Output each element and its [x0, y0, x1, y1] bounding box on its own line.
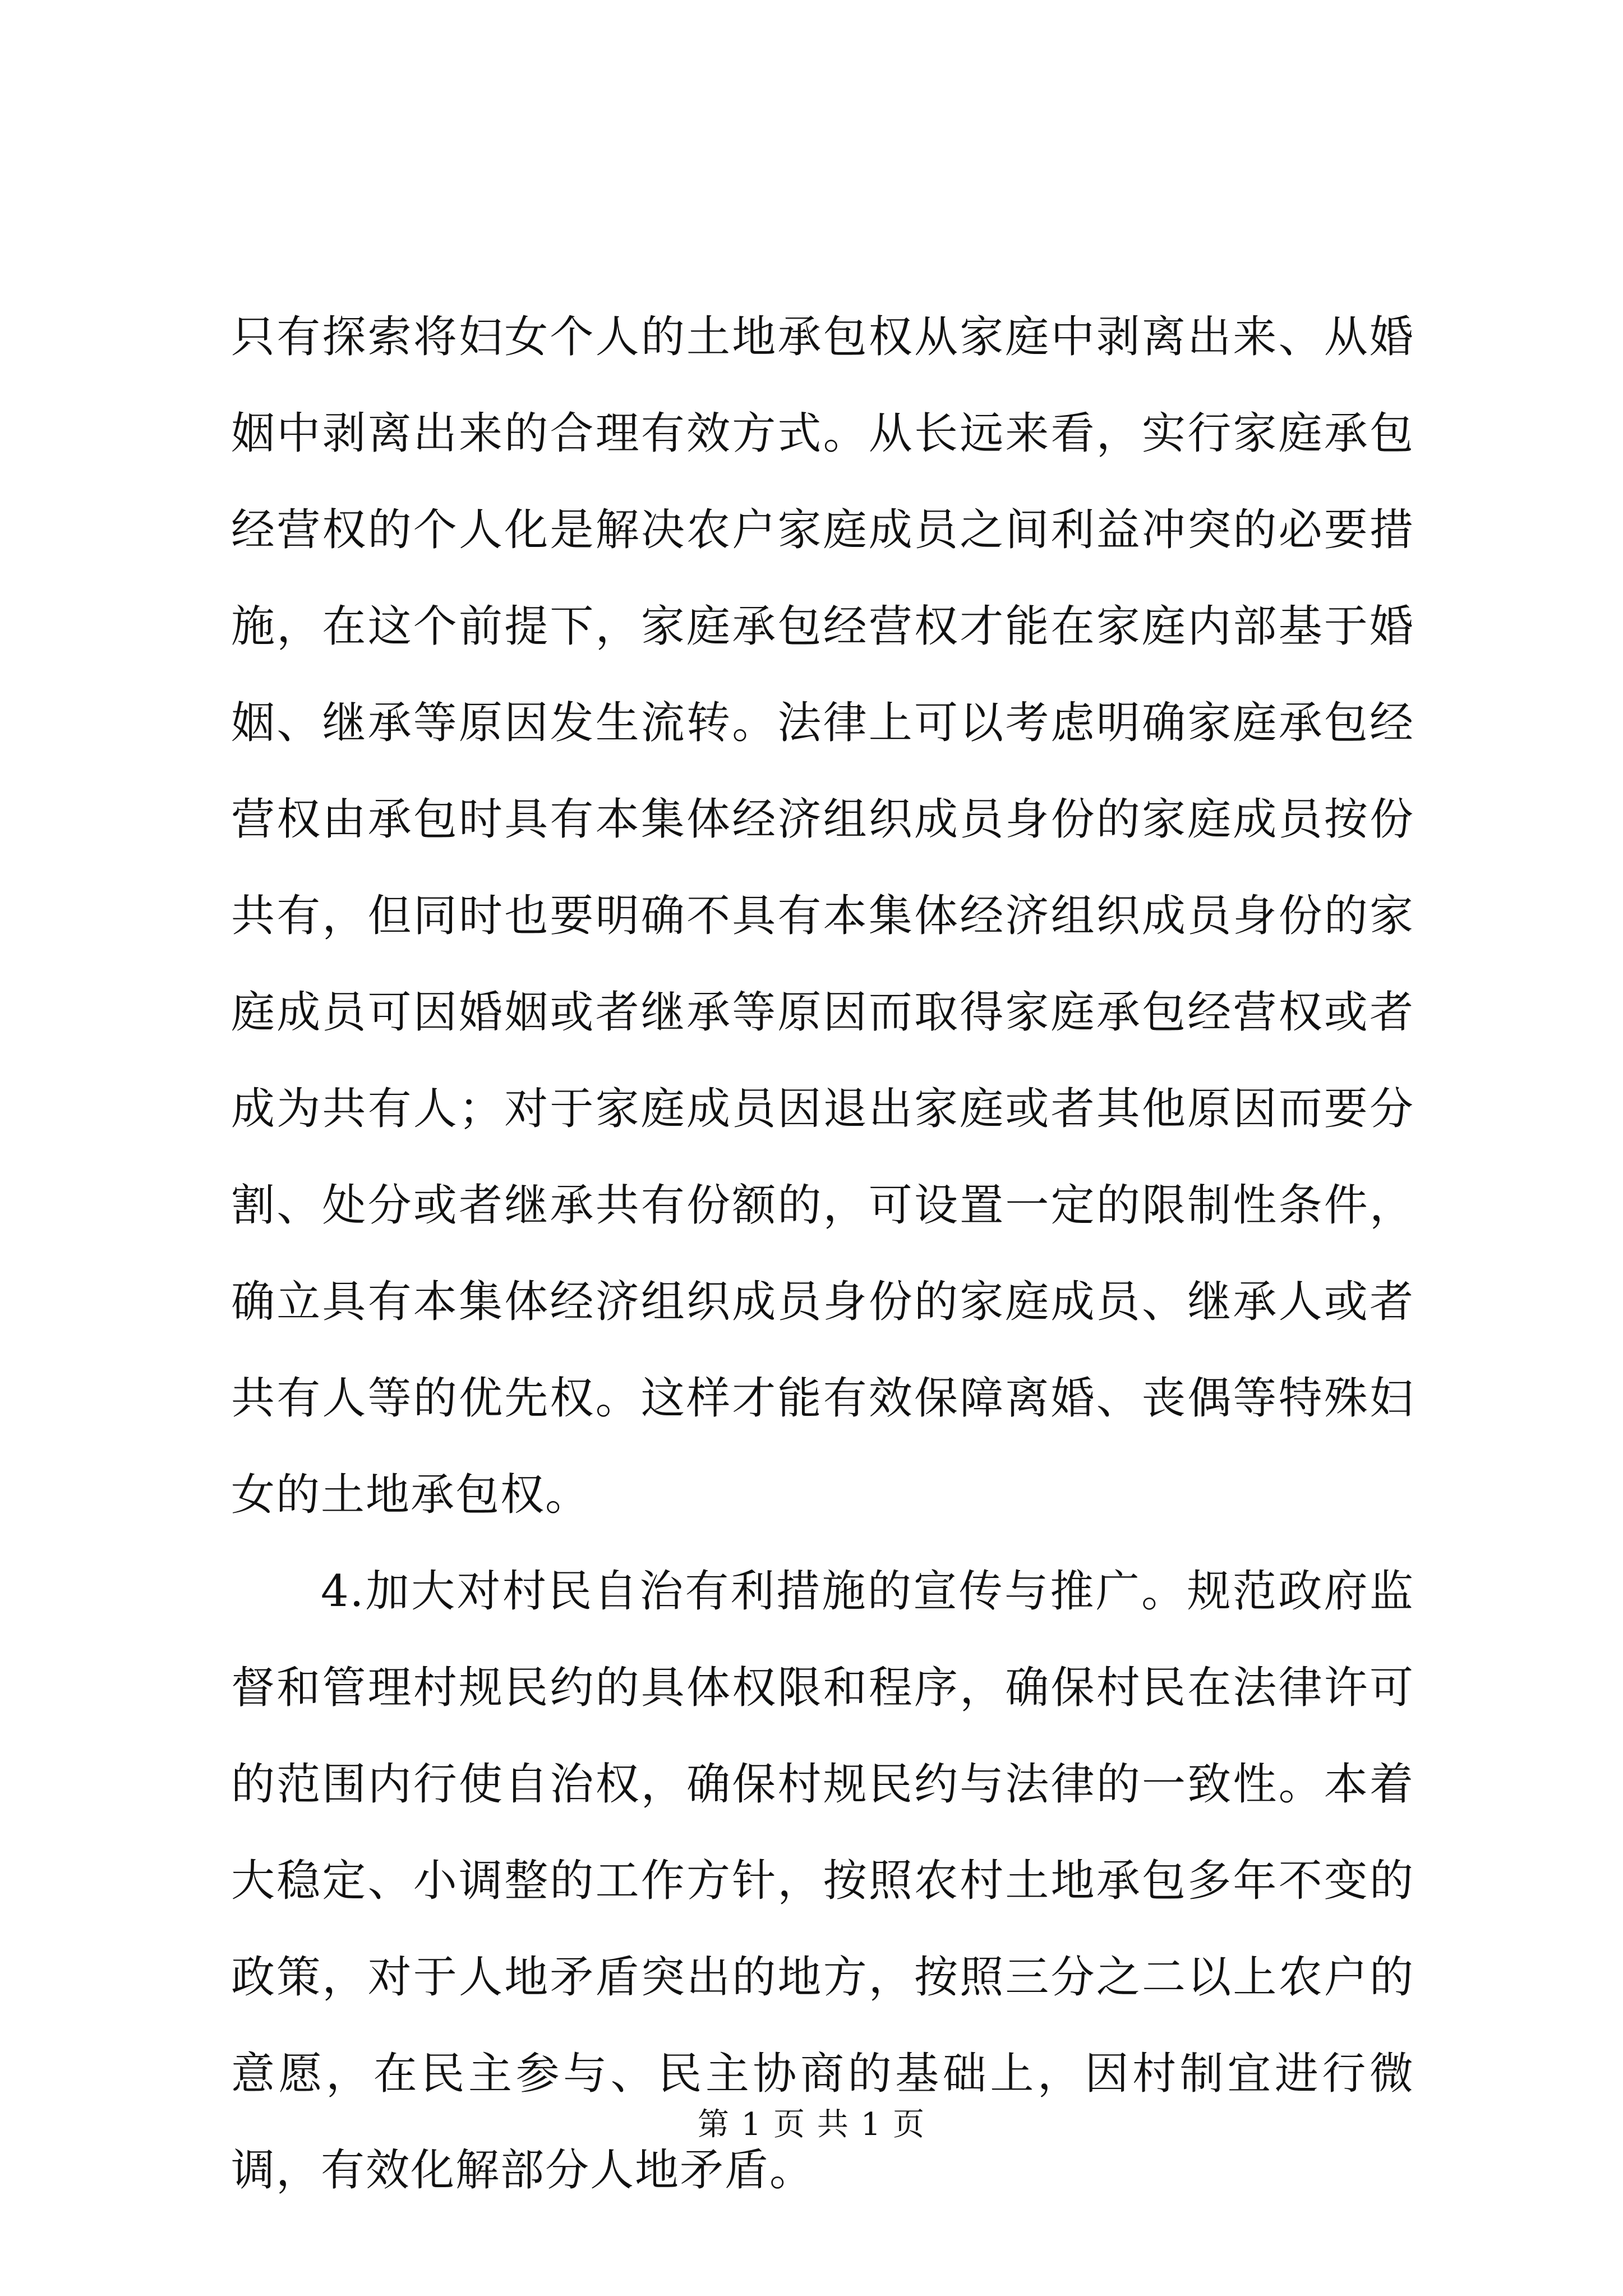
- paragraph-item-4: 4.加大对村民自治有利措施的宣传与推广。规范政府监督和管理村规民约的具体权限和程序，确保村民在法律许可的范围内行使自治权，确保村规民约与法律的一致性。本着大稳定、小调整的工作方针，按照农村土地承包多年不变的政策，对于人地矛盾突出的地方，按照三分之二以上农户的意愿，在民主参与、民主协商的基础上，因村制宜进行微调，有效化解部分人地矛盾。: [231, 1566, 1414, 2196]
- paragraph-continuation: 只有探索将妇女个人的土地承包权从家庭中剥离出来、从婚姻中剥离出来的合理有效方式。从长远来看，实行家庭承包经营权的个人化是解决农户家庭成员之间利益冲突的必要措施，在这个前提下，家庭承包经营权才能在家庭内部基于婚姻、继承等原因发生流转。法律上可以考虑明确家庭承包经营权由承包时具有本集体经济组织成员身份的家庭成员按份共有，但同时也要明确不具有本集体经济组织成员身份的家庭成员可因婚姻或者继承等原因而取得家庭承包经营权或者成为共有人；对于家庭成员因退出家庭或者其他原因而要分割、处分或者继承共有份额的，可设置一定的限制性条件，确立具有本集体经济组织成员身份的家庭成员、继承人或者共有人等的优先权。这样才能有效保障离婚、丧偶等特殊妇女的土地承包权。: [231, 312, 1414, 1520]
- page-number-footer: 第 1 页 共 1 页: [697, 2106, 926, 2143]
- document-body: [231, 289, 1414, 2219]
